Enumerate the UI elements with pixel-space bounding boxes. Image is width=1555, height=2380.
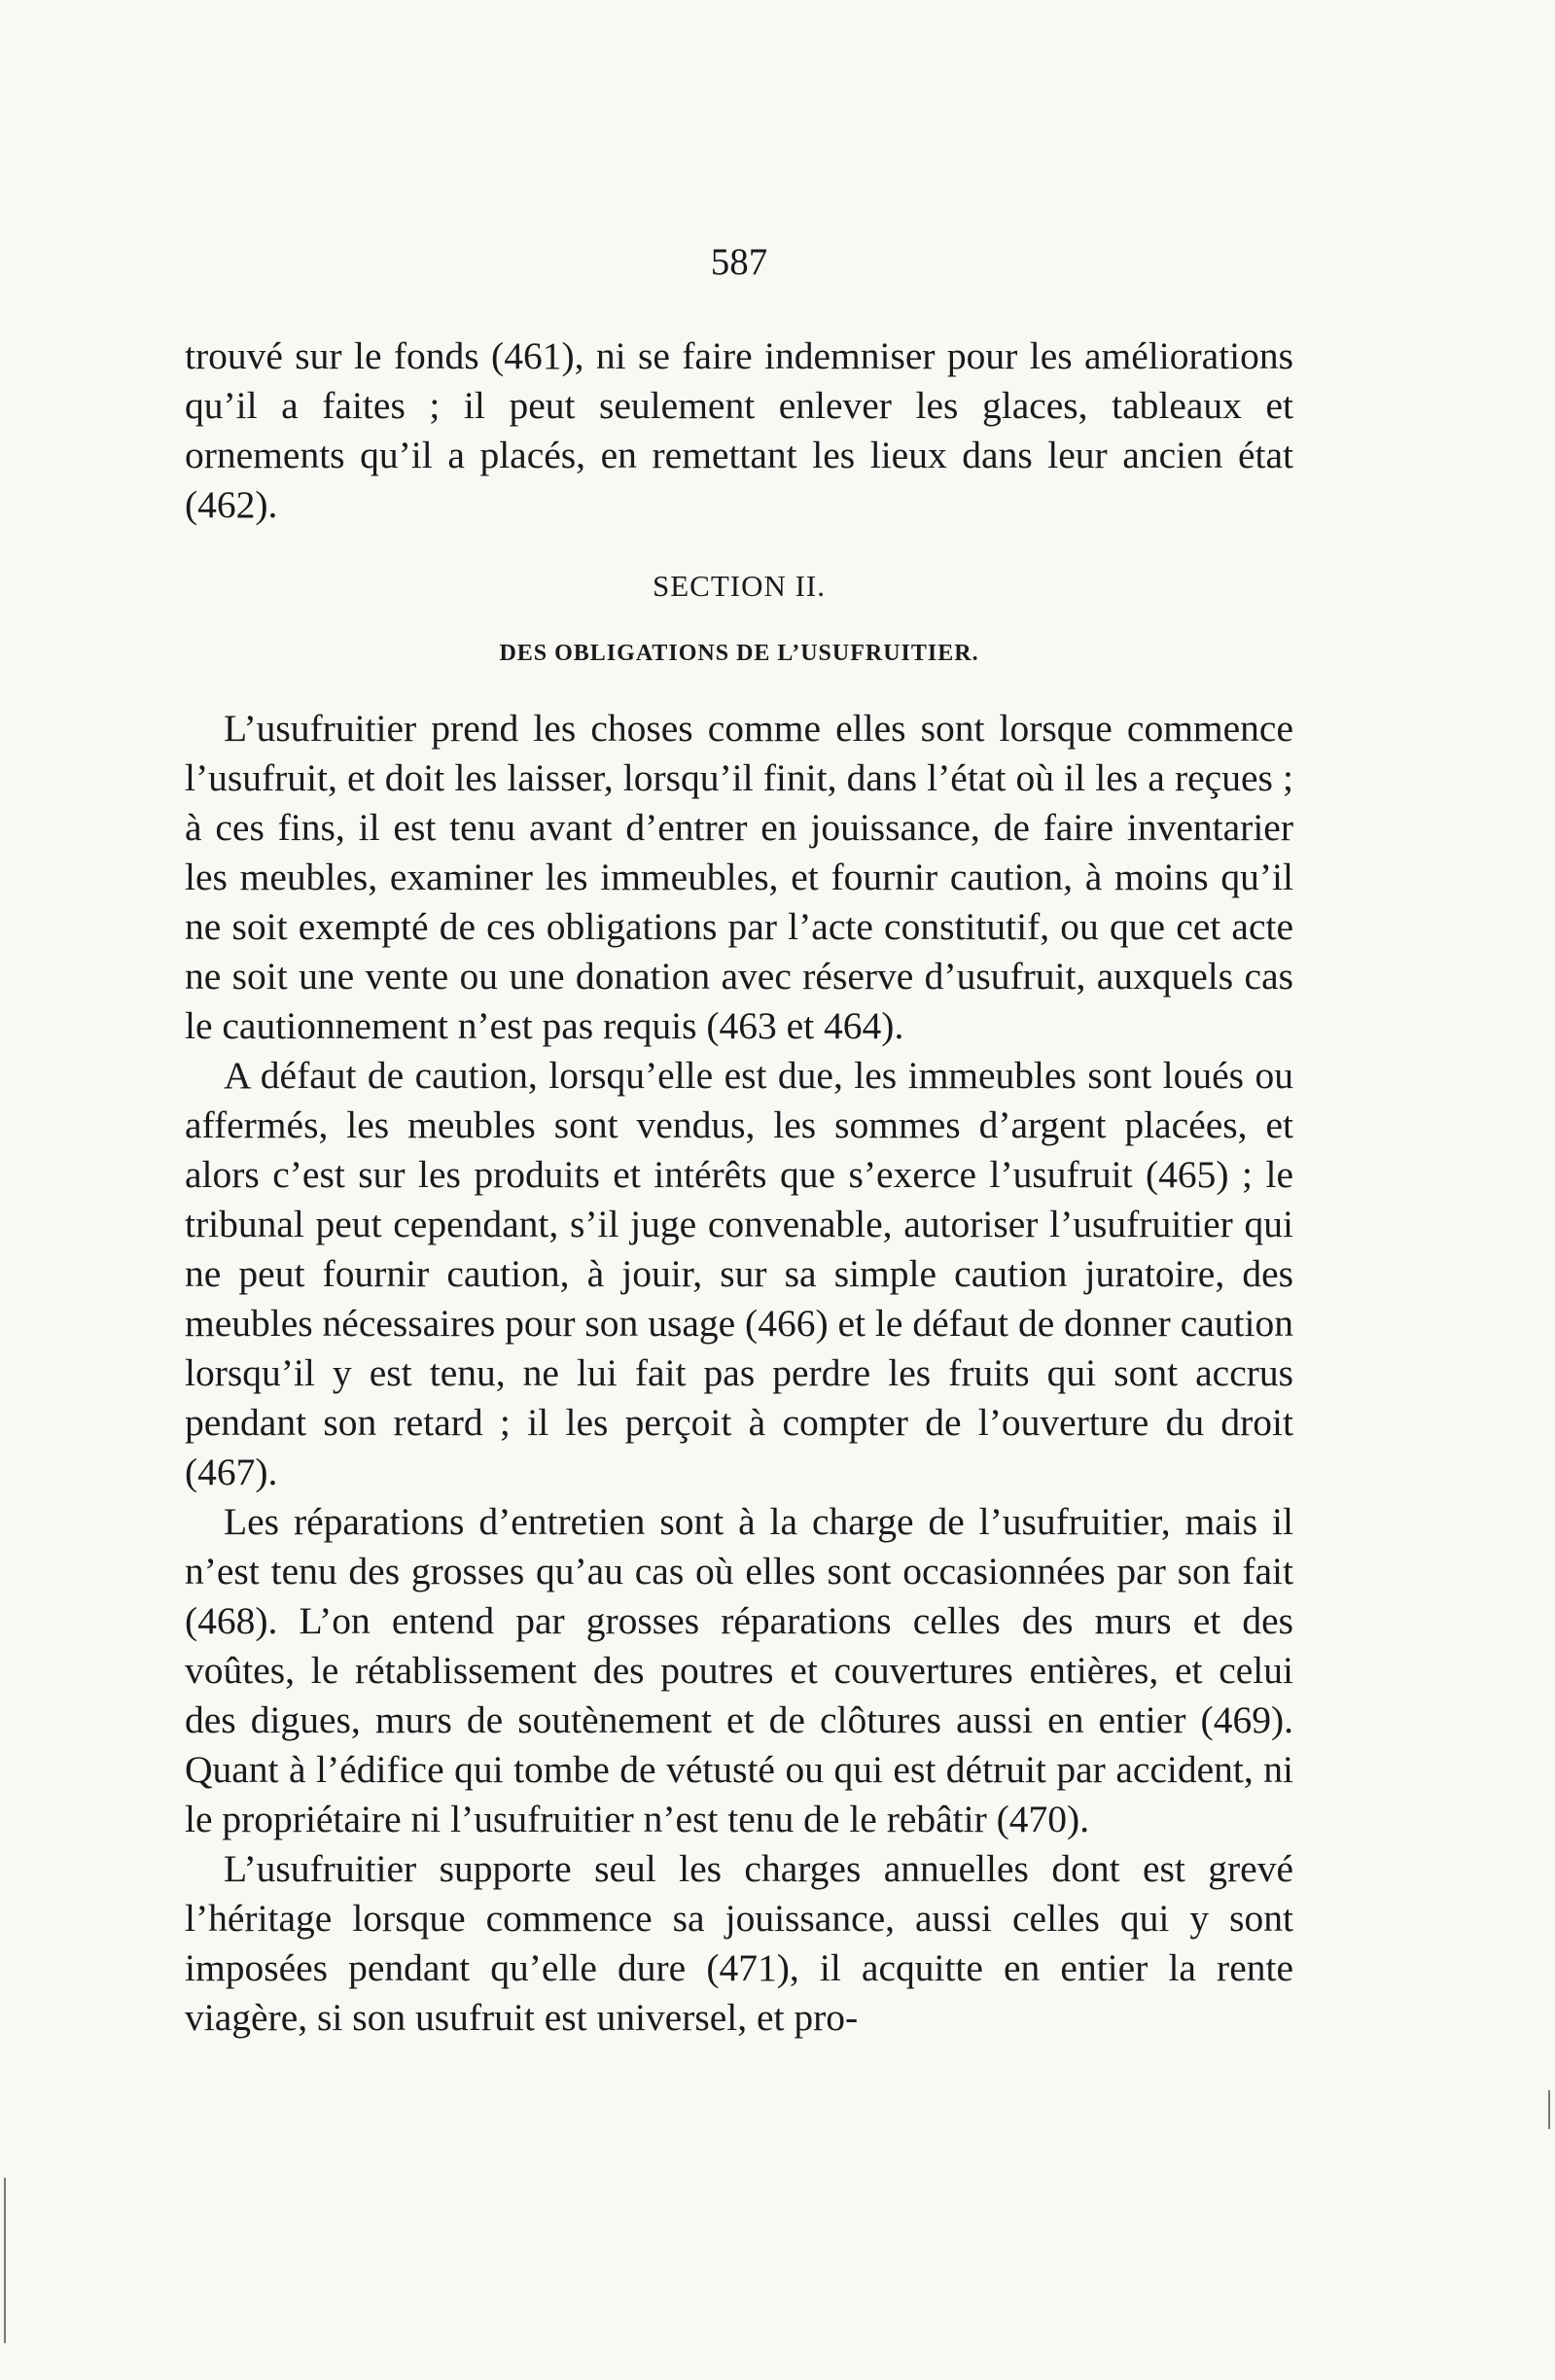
page-number: 587 [710,241,768,283]
book-page [185,243,1293,2043]
paragraph-2: A défaut de caution, lorsqu’elle est due, les immeubles sont loués ou affermés, les meubles sont vendus, les sommes d’argent placées, et alors c’est sur les produits et intérêts que s’exerce l’usufruit (465) ; le tribunal peut cependant, s’il juge convenable, autoriser l’usufruitier qui ne peut fournir caution, à jouir, sur sa simple caution juratoire, des meubles nécessaires pour son usage (466) et le défaut de donner caution lorsqu’il y est tenu, ne lui fait pas perdre les fruits qui sont accrus pendant son retard ; il les perçoit à compter de l’ouverture du droit (467). [185,1054,1293,1493]
scan-edge-mark-right [1548,2090,1550,2129]
paragraph-3: Les réparations d’entretien sont à la charge de l’usufruitier, mais il n’est tenu des grosses qu’au cas où elles sont occasionnées par son fait (468). L’on entend par grosses réparations celles des murs et des voûtes, le rétablissement des poutres et couvertures entières, et celui des digues, murs de soutènement et de clôtures aussi en entier (469). Quant à l’édifice qui tombe de vétusté ou qui est détruit par accident, ni le propriétaire ni l’usufruitier n’est tenu de le rebâtir (470). [185,1500,1293,1840]
section-subtitle: DES OBLIGATIONS DE L’USUFRUITIER. [499,641,979,666]
paragraph-continuation: trouvé sur le fonds (461), ni se faire indemniser pour les améliorations qu’il a faites ; il peut seulement enlever les glaces, tableaux et ornements qu’il a placés, en remettant les lieux dans leur ancien état (462). [185,334,1293,526]
paragraph-1: L’usufruitier prend les choses comme elles sont lorsque commence l’usufruit, et doit les laisser, lorsqu’il finit, dans l’état où il les a reçues ; à ces fins, il est tenu avant d’entrer en jouissance, de faire inventarier les meubles, examiner les immeubles, et fournir caution, à moins qu’il ne soit exempté de ces obligations par l’acte constitutif, ou que cet acte ne soit une vente ou une donation avec réserve d’usufruit, auxquels cas le cautionnement n’est pas requis (463 et 464). [185,707,1293,1047]
paragraph-4: L’usufruitier supporte seul les charges annuelles dont est grevé l’héritage lorsque commence sa jouissance, aussi celles qui y sont imposées pendant qu’elle dure (471), il acquitte en entier la rente viagère, si son usufruit est universel, et pro- [185,1847,1293,2039]
scan-edge-mark-left [4,2178,6,2343]
section-title: SECTION II. [652,569,827,603]
